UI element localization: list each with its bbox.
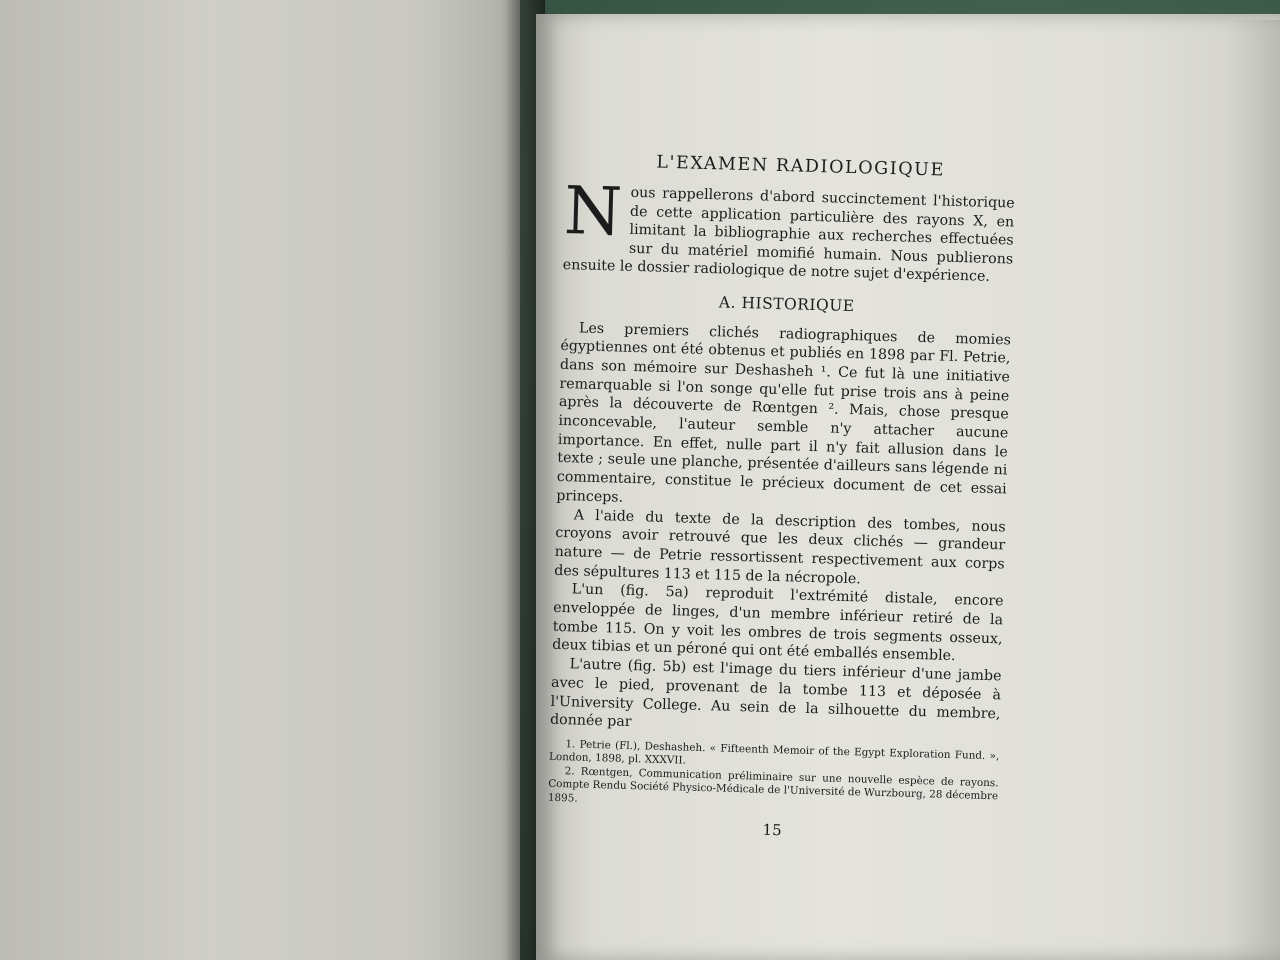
drop-cap: N (563, 171, 624, 251)
body-paragraph: L'autre (fig. 5b) est l'image du tiers inférieur d'une jambe avec le pied, provenant de la tombe 113 et déposée à l'University College. Au sein de la silhouette du membre, donnée par (549, 656, 1002, 731)
page-number: 15 (762, 821, 782, 840)
footnote: 1. Petrie (Fl.), Deshasheh. « Fifteenth Memoir of the Egypt Exploration Fund. », London, 1898, pl. XXXVII. (548, 738, 1000, 768)
footnotes (548, 738, 1000, 818)
body-paragraph: Les premiers clichés radiographiques de momies égyptiennes ont été obtenus et publiés en 1898 par Fl. Petrie, dans son mémoire sur Deshasheh ¹. Ce fut là une initiative remarquable si l'on songe qu'elle fut prise trois ans à peine après la découverte de Rœntgen ². Mais, chose presque inconcevable, l'auteur semble n'y attacher aucune importance. En effet, nulle part il n'y fait allusion dans le texte ; seule une planche, présentée d'ailleurs sans légende ni commentaire, constitue le précieux document de cet essai princeps. (556, 319, 1012, 506)
intro-paragraph (562, 171, 1015, 287)
page-title: L'EXAMEN RADIOLOGIQUE (656, 152, 946, 181)
page-edge-shadow (1226, 20, 1280, 960)
footnote: 2. Rœntgen, Communication préliminaire sur une nouvelle espèce de rayons. Compte Rendu Société Physico-Médicale de l'Université de Wurzbourg, 28 décembre 1895. (547, 765, 999, 805)
left-blank-page (0, 0, 520, 960)
section-heading: A. HISTORIQUE (718, 292, 855, 315)
body-paragraph: L'un (fig. 5a) reproduit l'extrémité distale, encore enveloppée de linges, d'un membre inférieur retiré de la tombe 115. On y voit les ombres de trois segments osseux, deux tibias et un péroné qui ont été emballés ensemble. (551, 581, 1004, 665)
intro-text: ous rappellerons d'abord succinctement l'historique de cette application particulière des rayons X, en limitant la bibliographie aux recherches effectuées sur du matériel momifié humain. Nous publierons ensuite le dossier radiologique de notre sujet d'expérience. (562, 184, 1015, 285)
body-paragraph: A l'aide du texte de la description des tombes, nous croyons avoir retrouvé que les deux clichés — grandeur nature — de Petrie ressortissent respectivement aux corps des sépultures 113 et 115 de la nécropole. (554, 506, 1006, 588)
page-text-block (547, 150, 1016, 846)
